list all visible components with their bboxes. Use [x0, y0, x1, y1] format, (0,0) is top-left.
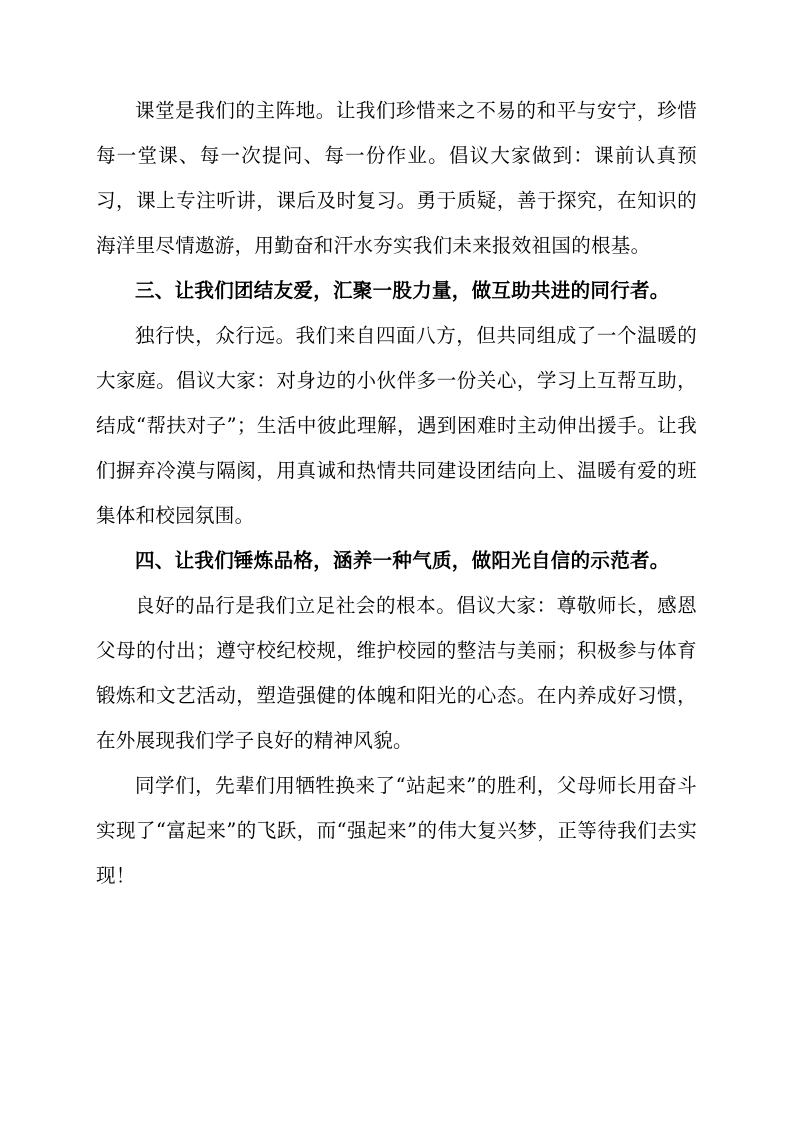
- heading-section-three: 三、让我们团结友爱，汇聚一股力量，做互助共进的同行者。: [135, 279, 670, 302]
- paragraph-classroom: 课堂是我们的主阵地。让我们珍惜来之不易的和平与安宁，珍惜每一堂课、每一次提问、每一份作业。倡议大家做到：课前认真预习，课上专注听讲，课后及时复习。勇于质疑，善于探究，在知识的海洋里尽情遨游，用勤奋和汗水夯实我们未来报效祖国的根基。: [96, 99, 697, 257]
- paragraph-closing: 同学们，先辈们用牺牲换来了“站起来”的胜利，父母师长用奋斗实现了“富起来”的飞跃，而“强起来”的伟大复兴梦，正等待我们去实现！: [96, 774, 697, 887]
- paragraph-character: 良好的品行是我们立足社会的根本。倡议大家：尊敬师长，感恩父母的付出；遵守校纪校规，维护校园的整洁与美丽；积极参与体育锻炼和文艺活动，塑造强健的体魄和阳光的心态。在内养成好习惯，在外展现我们学子良好的精神风貌。: [96, 594, 697, 752]
- paragraph-unity: 独行快，众行远。我们来自四面八方，但共同组成了一个温暖的大家庭。倡议大家：对身边的小伙伴多一份关心，学习上互帮互助，结成“帮扶对子”；生活中彼此理解，遇到困难时主动伸出援手。让我们摒弃冷漠与隔阂，用真诚和热情共同建设团结向上、温暖有爱的班集体和校园氛围。: [96, 324, 697, 527]
- heading-section-four: 四、让我们锤炼品格，涵养一种气质，做阳光自信的示范者。: [135, 549, 670, 572]
- document-body: [96, 88, 697, 898]
